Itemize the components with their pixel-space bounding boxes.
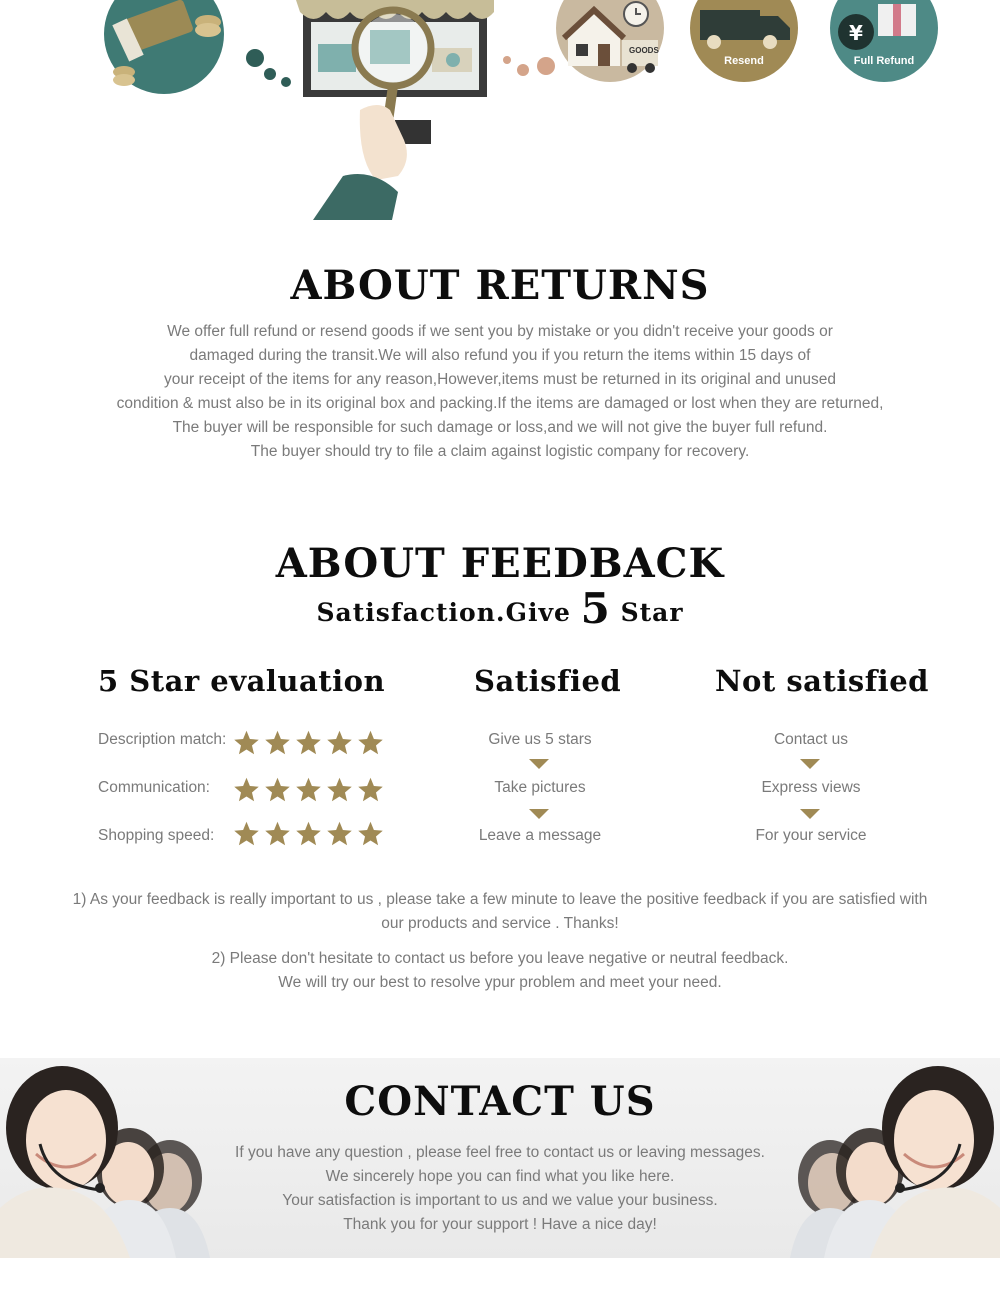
star-rating-communication bbox=[232, 776, 385, 804]
goods-label: GOODS bbox=[629, 46, 659, 55]
down-arrow-icon bbox=[800, 809, 820, 819]
star-icon bbox=[232, 776, 261, 804]
star-rating-shopping-speed bbox=[232, 820, 385, 848]
note-line: We will try our best to resolve ypur problem and meet your need. bbox=[278, 974, 722, 991]
not-satisfied-title: Not satisfied bbox=[715, 664, 929, 698]
down-arrow-icon bbox=[529, 809, 549, 819]
star-icon bbox=[263, 820, 292, 848]
returns-line: your receipt of the items for any reason,However,items must be returned in its original and unused bbox=[163, 371, 836, 388]
contact-line: If you have any question , please feel free to contact us or leaving messages. bbox=[235, 1144, 765, 1161]
star-icon bbox=[325, 776, 354, 804]
contact-line: Your satisfaction is important to us and we value your business. bbox=[282, 1192, 718, 1209]
star-icon bbox=[294, 729, 323, 757]
star-icon bbox=[263, 776, 292, 804]
star-icon bbox=[232, 729, 261, 757]
feedback-note-1 bbox=[0, 888, 1000, 936]
star-icon bbox=[232, 820, 261, 848]
resend-truck-icon bbox=[690, 0, 798, 82]
not-satisfied-step-3: For your service bbox=[755, 827, 867, 844]
eval-label-shopping-speed: Shopping speed: bbox=[98, 827, 215, 844]
note-line: 2) Please don't hesitate to contact us before you leave negative or neutral feedback. bbox=[211, 950, 789, 967]
subtitle-suffix: Star bbox=[620, 598, 684, 627]
returns-line: damaged during the transit.We will also refund you if you return the items within 15 days of bbox=[189, 347, 811, 364]
contact-line: We sincerely hope you can find what you like here. bbox=[325, 1168, 675, 1185]
star-icon bbox=[263, 729, 292, 757]
full-refund-gift-icon bbox=[830, 0, 938, 82]
satisfied-step-1: Give us 5 stars bbox=[488, 731, 592, 748]
satisfied-title: Satisfied bbox=[474, 664, 622, 698]
returns-line: condition & must also be in its original box and packing.If the items are damaged or lost when they are returned, bbox=[116, 395, 884, 412]
satisfied-step-3: Leave a message bbox=[478, 827, 602, 844]
down-arrow-icon bbox=[529, 759, 549, 769]
star-icon bbox=[356, 729, 385, 757]
returns-text bbox=[0, 320, 1000, 464]
not-satisfied-step-1: Contact us bbox=[773, 731, 849, 748]
subtitle-prefix: Satisfaction.Give bbox=[316, 598, 571, 627]
star-icon bbox=[294, 776, 323, 804]
currency-symbol: ¥ bbox=[849, 21, 863, 45]
down-arrow-icon bbox=[800, 759, 820, 769]
feedback-title: ABOUT FEEDBACK bbox=[275, 540, 725, 587]
returns-line: The buyer will be responsible for such damage or loss,and we will not give the buyer full refund. bbox=[172, 419, 828, 436]
contact-text bbox=[0, 1141, 1000, 1237]
feedback-note-2 bbox=[0, 947, 1000, 995]
star-icon bbox=[325, 729, 354, 757]
money-icon bbox=[104, 0, 224, 94]
star-icon bbox=[325, 820, 354, 848]
star-icon bbox=[294, 820, 323, 848]
feedback-subtitle bbox=[0, 584, 1000, 633]
contact-line: Thank you for your support ! Have a nice day! bbox=[343, 1216, 657, 1233]
subtitle-number: 5 bbox=[580, 584, 611, 633]
eval-label-communication: Communication: bbox=[98, 779, 210, 796]
returns-illustration bbox=[0, 0, 1000, 230]
note-line: 1) As your feedback is really important to us , please take a few minute to leave the positive feedback if you are satisfied with bbox=[72, 891, 928, 908]
star-icon bbox=[356, 776, 385, 804]
returns-title: ABOUT RETURNS bbox=[290, 262, 710, 309]
star-rating-description bbox=[232, 729, 385, 757]
refund-label: Full Refund bbox=[853, 55, 915, 67]
evaluation-title: 5 Star evaluation bbox=[98, 664, 386, 698]
returns-line: We offer full refund or resend goods if we sent you by mistake or you didn't receive your goods or bbox=[167, 323, 833, 340]
shop-magnifier-icon bbox=[296, 0, 494, 220]
not-satisfied-step-2: Express views bbox=[761, 779, 861, 796]
eval-label-description: Description match: bbox=[98, 731, 227, 748]
note-line: our products and service . Thanks! bbox=[381, 915, 619, 932]
star-icon bbox=[356, 820, 385, 848]
contact-title: CONTACT US bbox=[344, 1078, 656, 1125]
returns-line: The buyer should try to file a claim against logistic company for recovery. bbox=[250, 443, 750, 460]
house-delivery-icon bbox=[556, 0, 664, 82]
resend-label: Resend bbox=[724, 55, 764, 67]
satisfied-step-2: Take pictures bbox=[494, 779, 586, 796]
